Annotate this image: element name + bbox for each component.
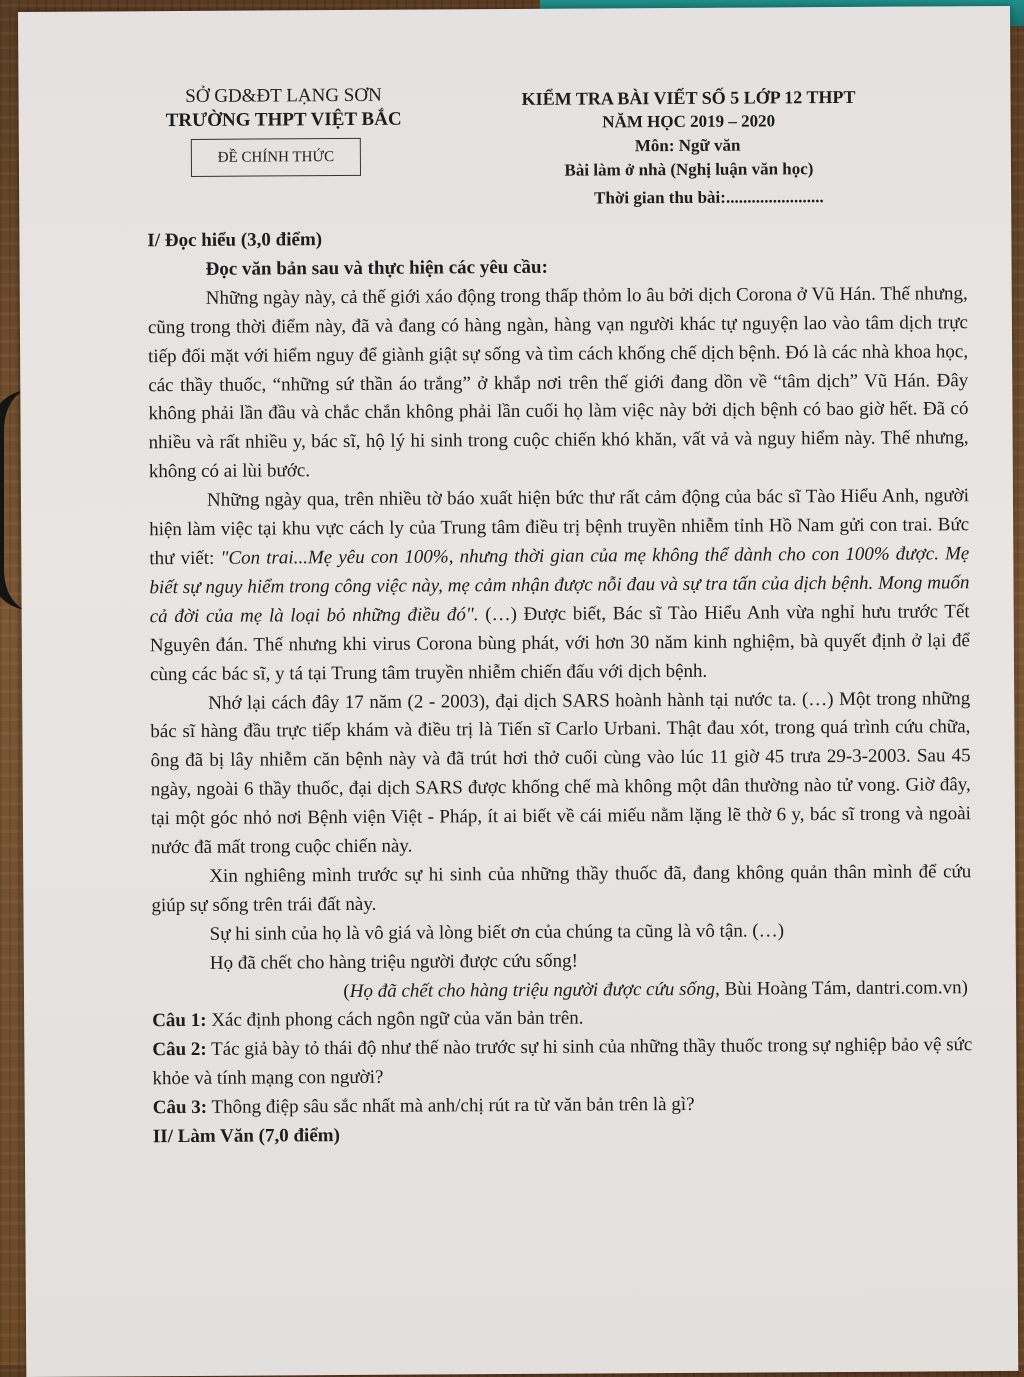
source-open: ( — [343, 980, 350, 1002]
exam-content — [147, 222, 973, 1152]
deadline: Thời gian thu bài:....................... — [594, 187, 824, 208]
exam-title: KIỂM TRA BÀI VIẾT SỐ 5 LỚP 12 THPT — [521, 86, 856, 109]
source-rest: Bùi Hoàng Tám, dantri.com.vn) — [719, 976, 969, 1000]
passage-paragraph-5: Sự hi sinh của họ là vô giá và lòng biết ơn của chúng ta cũng là vô tận. (…) — [209, 920, 785, 945]
para2-end: (…) Được biết, Bác sĩ Tào Hiểu Anh vừa nghỉ hưu trước Tết Nguyên đán. Thế nhưng khi virus Corona bùng phát, với hơn 30 năm kinh nghiệm, bà quyết định ở lại để cùng các bác sĩ, y tá tại Trung tâm truyền nhiễm chiến đấu với dịch bệnh. — [149, 600, 970, 685]
passage-paragraph-4: Xin nghiêng mình trước sự hi sinh của những thầy thuốc đã, đang không quản thân mình để cứu giúp sự sống trên trái đất này. — [151, 861, 972, 917]
passage-paragraph-1: Những ngày này, cả thế giới xáo động trong thấp thỏm lo âu bởi dịch Corona ở Vũ Hán. Thế nhưng, cũng trong thời điểm này, đã và đang có hàng ngàn, hàng vạn người khác tự nguyện lao vào tâm dịch trực tiếp đối mặt với hiểm nguy để giành giật sự sống và tìm cách khống chế dịch bệnh. Đó là các nhà khoa học, các thầy thuốc, “những sứ thần áo trắng” ở khắp nơi trên thế giới đang dồn về “tâm dịch” Vũ Hán. Đây không phải lần đầu và chắc chắn không phải lần cuối họ làm việc này bởi dịch bệnh có bao giờ hết. Đã có nhiều và rất nhiều y, bác sĩ, hộ lý hi sinh trong cuộc chiến khó khăn, vất vả và nguy hiểm này. Thế nhưng, không có ai lùi bước. — [147, 283, 969, 483]
passage-paragraph-2 — [149, 482, 970, 689]
question-2-label: Câu 2: — [152, 1039, 207, 1061]
question-1-label: Câu 1: — [152, 1010, 207, 1032]
letter-quote: "Con trai...Mẹ yêu con 100%, nhưng thời gian của mẹ không thể dành cho con 100% được. Mẹ biết sự nguy hiểm trong công việc này, mẹ cảm nhận được nỗi đau và sự tra tấn của dịch bệnh. Mong muốn cả đời của mẹ là loại bỏ những điều đó". — [149, 543, 970, 627]
school-name: TRƯỜNG THPT VIỆT BẮC — [165, 108, 402, 132]
subject: Môn: Ngữ văn — [634, 135, 741, 156]
section-2-title: II/ Làm Văn (7,0 điểm) — [152, 1125, 340, 1148]
school-year: NĂM HỌC 2019 – 2020 — [602, 111, 776, 132]
question-2 — [152, 1032, 972, 1095]
section-1-title: I/ Đọc hiểu (3,0 điểm) — [147, 229, 323, 252]
para2-start: Những ngày qua, trên nhiều tờ báo xuất hiện bức thư rất cảm động của bác sĩ Tào Hiểu Anh, người hiện làm việc tại khu vực cách ly của Trung tâm điều trị bệnh truyền nhiễm tỉnh Hồ Nam gửi con trai. Bức thư viết: — [149, 485, 970, 570]
work-type: Bài làm ở nhà (Nghị luận văn học) — [564, 159, 814, 180]
question-2-text: Tác giả bày tỏ thái độ như thế nào trước sự hi sinh của những thầy thuốc trong sự nghiệp bảo vệ sức khỏe và tính mạng con người? — [152, 1034, 973, 1090]
reading-instruction: Đọc văn bản sau và thực hiện các yêu cầu: — [205, 256, 548, 280]
passage-paragraph-6: Họ đã chết cho hàng triệu người được cứu sống! — [209, 950, 578, 974]
source-title: Họ đã chết cho hàng triệu người được cứu sống, — [349, 978, 720, 1002]
school-header — [138, 83, 428, 133]
passage-source — [152, 974, 972, 1008]
exam-header — [448, 84, 929, 211]
department-name: SỞ GD&ĐT LẠNG SƠN — [185, 84, 382, 107]
exam-paper — [18, 6, 1018, 1377]
official-stamp-box: ĐỀ CHÍNH THỨC — [191, 138, 361, 177]
passage-paragraph-3: Nhớ lại cách đây 17 năm (2 - 2003), đại dịch SARS hoành hành tại nước ta. (…) Một trong những bác sĩ hàng đầu trực tiếp khám và điều trị là Tiến sĩ Carlo Urbani. Thật đau xót, trong quá trình cứu chữa, ông đã bị lây nhiễm căn bệnh này và đã trút hơi thở cuối cùng vào lúc 11 giờ 45 trưa 29-3-2003. Sau 45 ngày, ngoài 6 thầy thuốc, đại dịch SARS được khống chế mà không một dân thường nào tử vong. Giờ đây, tại một góc nhỏ nơi Bệnh viện Việt - Pháp, ít ai biết về cái miếu nằm lặng lẽ thờ 6 y, bác sĩ trong và ngoài nước đã mất trong cuộc chiến này. — [150, 687, 971, 859]
question-1-text: Xác định phong cách ngôn ngữ của văn bản trên. — [206, 1008, 584, 1032]
question-3-text: Thông điệp sâu sắc nhất mà anh/chị rút ra từ văn bản trên là gì? — [207, 1094, 695, 1119]
question-3-label: Câu 3: — [152, 1097, 208, 1119]
